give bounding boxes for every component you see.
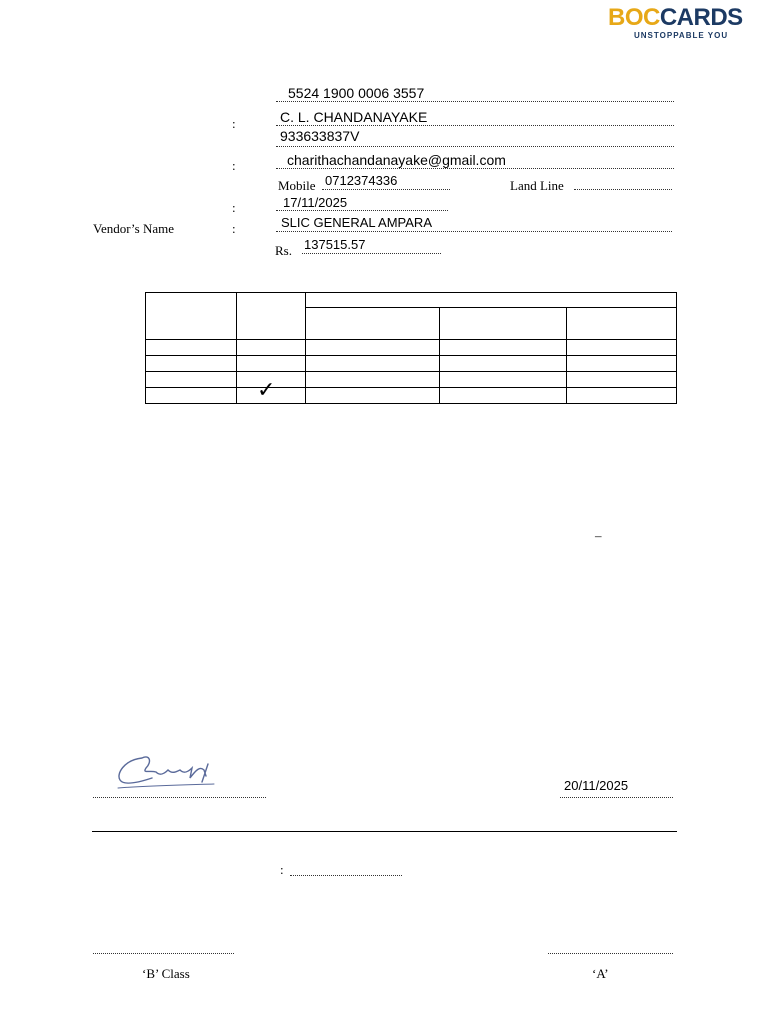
table-cell	[567, 388, 677, 404]
vendor-dotted-line	[276, 231, 672, 232]
table-row	[146, 372, 677, 388]
table-cell	[146, 372, 237, 388]
signature-image	[112, 748, 220, 794]
table-cell	[146, 388, 237, 404]
b-class-dotted-line	[93, 953, 234, 954]
table-cell-selected	[237, 378, 306, 404]
office-colon: :	[280, 862, 284, 877]
table-header-cell	[146, 293, 237, 340]
table-header-cell	[567, 308, 677, 340]
table-cell	[237, 356, 306, 372]
vendor-label: Vendor’s Name	[93, 221, 174, 236]
table-cell	[440, 340, 567, 356]
logo-tagline: UNSTOPPABLE YOU	[634, 31, 729, 40]
table-cell	[306, 340, 440, 356]
date-dotted-line	[276, 210, 448, 211]
signature-date-dotted-line	[560, 797, 673, 798]
card-number-value: 5524 1900 0006 3557	[288, 85, 425, 101]
installment-plan-table	[145, 292, 677, 404]
logo-cards-text: CARDS	[659, 4, 743, 31]
vendor-value: SLIC GENERAL AMPARA	[281, 215, 432, 230]
table-cell	[306, 388, 440, 404]
cardholder-name-value: C. L. CHANDANAYAKE	[280, 109, 428, 125]
table-cell	[306, 356, 440, 372]
table-cell	[440, 388, 567, 404]
nic-value: 933633837V	[280, 128, 360, 144]
table-cell	[440, 356, 567, 372]
mobile-label: Mobile	[278, 178, 316, 193]
table-header-row-1	[146, 293, 677, 308]
table-cell	[306, 372, 440, 388]
landline-dotted-line	[574, 189, 672, 190]
office-dotted-line	[290, 875, 402, 876]
logo-boc-text: BOC	[608, 4, 660, 31]
name-colon: :	[232, 116, 236, 131]
mobile-value: 0712374336	[325, 173, 398, 188]
vendor-colon: :	[232, 221, 236, 236]
signature-dotted-line	[93, 797, 266, 798]
card-number-dotted-line	[276, 101, 674, 102]
email-colon: :	[232, 158, 236, 173]
checkmark-icon: ✓	[257, 378, 276, 403]
table-header-cell	[306, 308, 440, 340]
dash-mark: –	[595, 528, 602, 543]
table-header-cell	[237, 293, 306, 340]
section-divider	[92, 831, 677, 832]
signature-date-value: 20/11/2025	[564, 778, 629, 793]
table-header-cell	[306, 293, 677, 308]
table-header-cell	[440, 308, 567, 340]
amount-value: 137515.57	[304, 237, 366, 252]
table-row	[146, 356, 677, 372]
email-dotted-line	[276, 168, 674, 169]
table-cell	[567, 356, 677, 372]
table-cell	[237, 340, 306, 356]
table-cell	[440, 372, 567, 388]
amount-label: Rs.	[275, 243, 292, 258]
table-row	[146, 340, 677, 356]
date-value: 17/11/2025	[283, 195, 348, 210]
table-row	[146, 388, 677, 404]
a-class-dotted-line	[548, 953, 673, 954]
b-class-label: ‘B’ Class	[142, 966, 190, 981]
date-colon: :	[232, 200, 236, 215]
table-cell	[567, 340, 677, 356]
amount-dotted-line	[302, 253, 441, 254]
table-cell	[146, 356, 237, 372]
email-value: charithachandanayake@gmail.com	[287, 152, 506, 168]
boc-cards-logo	[608, 6, 758, 42]
table-cell	[146, 340, 237, 356]
mobile-dotted-line	[322, 189, 450, 190]
table-cell	[567, 372, 677, 388]
name-dotted-line	[276, 125, 674, 126]
landline-label: Land Line	[510, 178, 564, 193]
nic-dotted-line	[276, 146, 674, 147]
a-class-label: ‘A’	[592, 966, 609, 981]
